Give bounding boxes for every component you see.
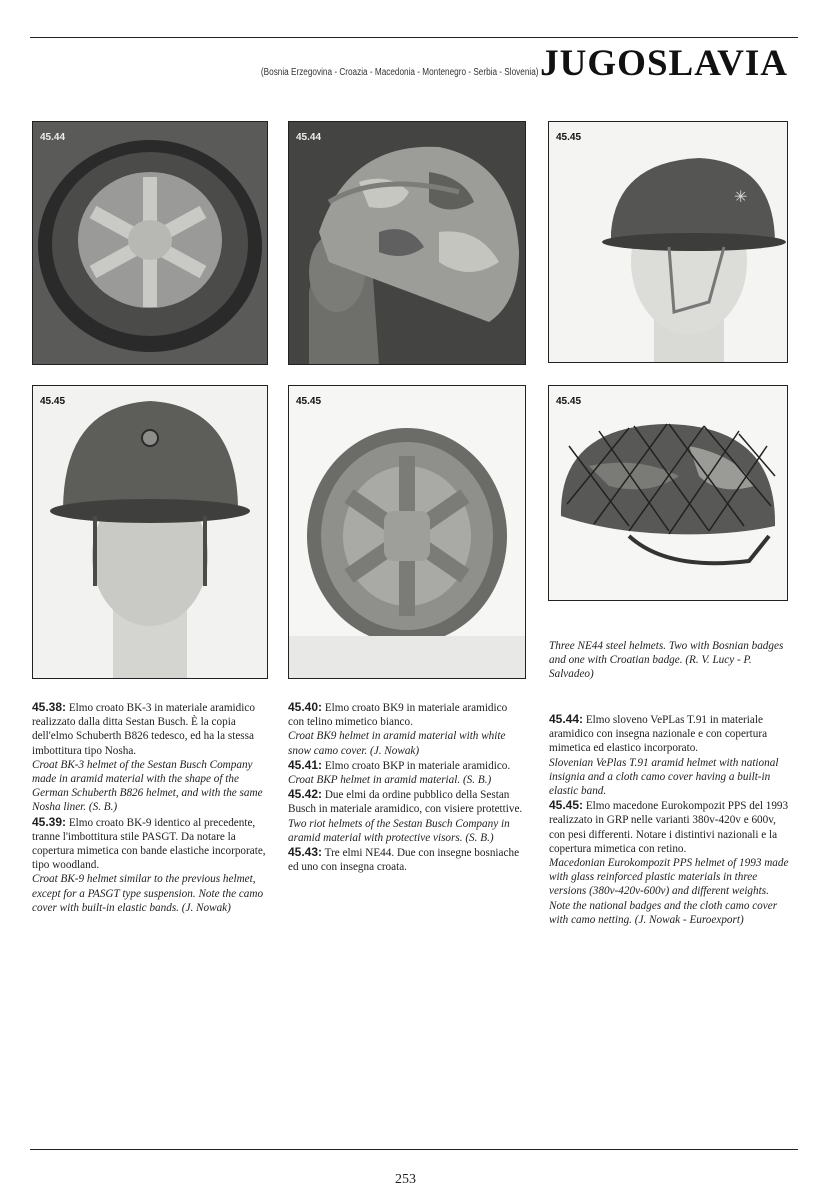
entry-italian-text: Elmo croato BK9 in materiale aramidico con telino mimetico bianco.	[288, 702, 508, 729]
text-column-1	[32, 700, 268, 915]
entry-number: 45.44:	[549, 712, 584, 726]
photo-tag: 45.45	[296, 396, 322, 407]
photo-caption-text: Three NE44 steel helmets. Two with Bosnian badges and one with Croatian badge. (R. V. Lucy - P. Salvadeo)	[549, 640, 784, 681]
page-header	[30, 40, 788, 86]
entry-italian-text: Due elmi da ordine pubblico della Sestan Busch in materiale aramidico, con visiere protettive.	[288, 789, 523, 816]
svg-text:✳: ✳	[734, 187, 748, 206]
photo-helmet-interior-bk	[32, 121, 268, 365]
photo-helmet-interior	[288, 385, 526, 679]
page-number: 253	[395, 1172, 416, 1187]
entry-english: Slovenian VePlas T.91 aramid helmet with national insignia and a cloth camo cover having a built-in elastic band.	[549, 756, 779, 798]
camo-helmet-illustration	[289, 122, 525, 364]
entry-english: Croat BK-9 helmet similar to the previous helmet, except for a PASGT type suspension. Note the camo cover with built-in elastic bands. (J. Nowak)	[32, 873, 264, 914]
helmet-interior-illustration	[33, 122, 267, 364]
entry-italian-text: Elmo croato BKP in materiale aramidico.	[324, 759, 511, 772]
entry-number: 45.43:	[288, 845, 323, 860]
entry-number: 45.38:	[32, 700, 67, 714]
page-title: JUGOSLAVIA	[540, 43, 788, 84]
helmet-front-illustration	[33, 386, 267, 678]
netted-helmet-illustration	[549, 386, 787, 600]
entry-italian	[288, 845, 524, 874]
entry-italian	[32, 815, 268, 873]
entry-italian-text: Elmo macedone Eurokompozit PPS del 1993 realizzato in GRP nelle varianti 380v-420v e 600v, con pesi differenti. Notare i distintivi nazionali e la copertura mimetica con retino.	[549, 800, 789, 855]
entry-italian-text: Tre elmi NE44. Due con insegne bosniache ed uno con insegna croata.	[288, 847, 520, 874]
photo-caption	[549, 639, 785, 682]
entry-italian-text: Elmo sloveno VePLas T.91 in materiale aramidico con insegna nazionale e con copertura mimetica ed elastico incorporato.	[549, 714, 768, 755]
photo-helmet-profile	[548, 121, 788, 363]
helmet-profile-illustration	[549, 122, 787, 362]
entry-number: 45.41:	[288, 757, 323, 772]
photo-tag: 45.45	[40, 396, 66, 407]
entry-italian	[32, 700, 268, 758]
entry-italian	[288, 700, 524, 729]
photo-tag: 45.44	[40, 132, 66, 143]
header-subtitle: (Bosnia Erzegovina - Croazia - Macedonia - Montenegro - Serbia - Slovenia)	[260, 67, 538, 78]
text-column-2	[288, 700, 524, 874]
entry-number: 45.45:	[549, 798, 584, 813]
entry-english: Croat BKP helmet in aramid material. (S. B.)	[288, 774, 492, 787]
entry-english: Croat BK9 helmet in aramid material with white snow camo cover. (J. Nowak)	[288, 730, 506, 757]
helmet-interior-light-illustration	[289, 386, 525, 678]
bottom-rule	[30, 1149, 798, 1150]
entry-english: Croat BK-3 helmet of the Sestan Busch Company made in aramid material with the shape of the German Schuberth B826 helmet, and with the same Nosha liner. (S. B.)	[32, 758, 263, 814]
entry-number: 45.39:	[32, 814, 67, 829]
photo-tag: 45.45	[556, 396, 582, 407]
entry-english: Two riot helmets of the Sestan Busch Company in aramid material with protective visors. (S. B.)	[288, 817, 510, 844]
entry-number: 45.42:	[288, 787, 323, 802]
photo-helmet-front	[32, 385, 268, 679]
entry-italian	[288, 758, 524, 773]
entry-english: Macedonian Eurokompozit PPS helmet of 1993 made with glass reinforced plastic materials in three versions (380v-420v-600v) and different weights. Note the national badges and the cloth camo cover with camo netting. (J. Nowak - Euroexport)	[549, 857, 789, 926]
entry-italian-text: Elmo croato BK-9 identico al precedente, tranne l'imbottitura stile PASGT. Da notare la copertura mimetica con bande elastiche incorporate, tipo woodland.	[32, 816, 266, 872]
top-rule	[30, 37, 798, 38]
photo-tag: 45.45	[556, 132, 582, 143]
entry-italian	[549, 712, 789, 756]
entry-number: 45.40:	[288, 700, 323, 714]
text-column-3	[549, 712, 789, 927]
entry-italian	[549, 798, 789, 856]
photo-camo-helmet	[288, 121, 526, 365]
photo-tag: 45.44	[296, 132, 322, 143]
entry-italian	[288, 787, 524, 816]
photo-netted-helmet	[548, 385, 788, 601]
entry-italian-text: Elmo croato BK-3 in materiale aramidico realizzato dalla ditta Sestan Busch. È la copia dell'elmo Schuberth B826 tedesco, ed ha la stessa imbottitura tipo Nosha.	[32, 702, 255, 757]
